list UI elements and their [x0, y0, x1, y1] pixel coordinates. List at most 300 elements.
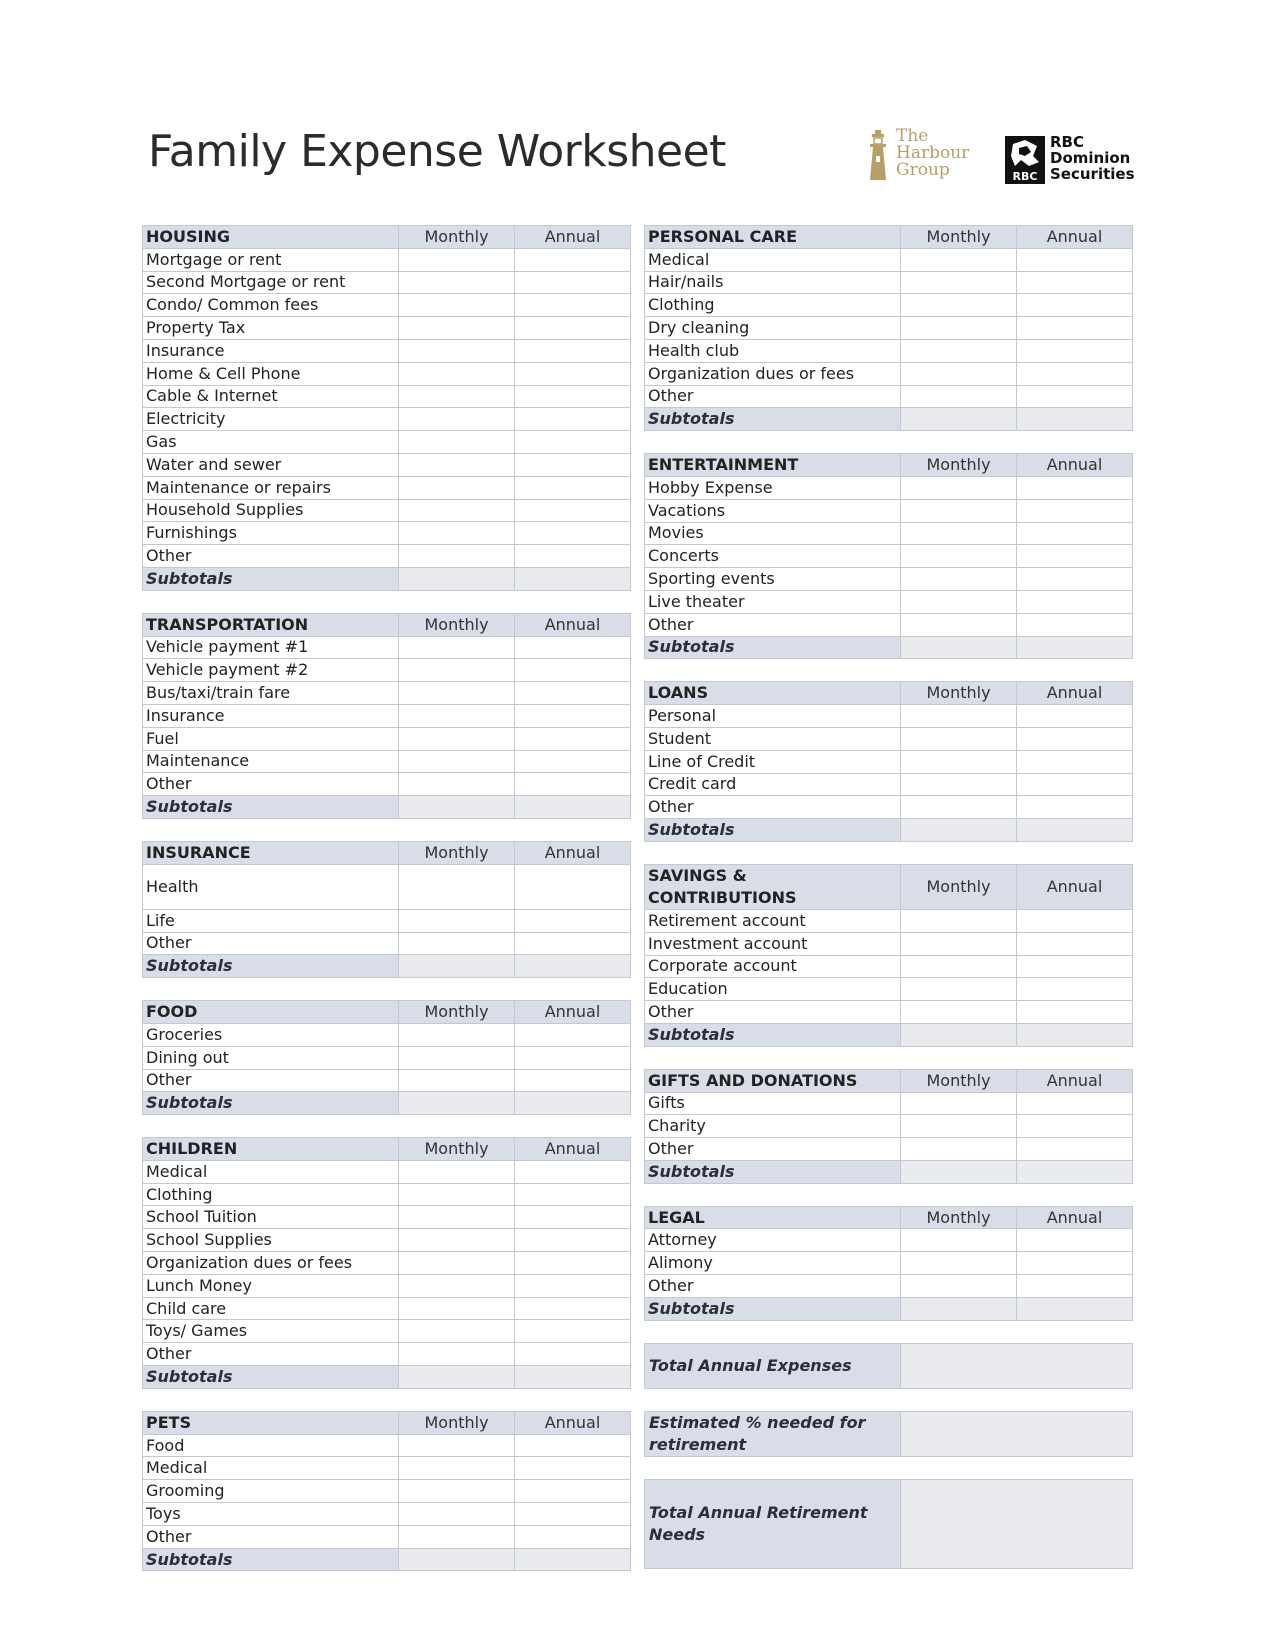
annual-cell[interactable]	[515, 317, 631, 340]
table-row	[645, 362, 1133, 385]
annual-subtotal[interactable]	[1017, 636, 1133, 659]
row-label: Mortgage or rent	[143, 248, 399, 271]
section-title: PERSONAL CARE	[645, 226, 901, 249]
monthly-cell[interactable]	[399, 1274, 515, 1297]
table-row	[143, 499, 631, 522]
annual-cell[interactable]	[515, 682, 631, 705]
monthly-header: Monthly	[399, 1001, 515, 1024]
row-label: Medical	[645, 248, 901, 271]
annual-cell[interactable]	[1017, 339, 1133, 362]
annual-cell[interactable]	[1017, 248, 1133, 271]
annual-cell[interactable]	[1017, 613, 1133, 636]
monthly-cell[interactable]	[399, 1206, 515, 1229]
table-row	[645, 1001, 1133, 1024]
monthly-cell[interactable]	[399, 453, 515, 476]
row-label: Condo/ Common fees	[143, 294, 399, 317]
row-label: Insurance	[143, 704, 399, 727]
annual-subtotal[interactable]	[1017, 408, 1133, 431]
monthly-subtotal[interactable]	[399, 1366, 515, 1389]
monthly-cell[interactable]	[399, 727, 515, 750]
annual-cell[interactable]	[515, 773, 631, 796]
table-row	[143, 362, 631, 385]
monthly-cell[interactable]	[399, 773, 515, 796]
subtotals-row	[645, 819, 1133, 842]
monthly-header: Monthly	[901, 1069, 1017, 1092]
table-row	[143, 773, 631, 796]
monthly-subtotal[interactable]	[399, 1092, 515, 1115]
monthly-subtotal[interactable]	[901, 408, 1017, 431]
table-row	[143, 682, 631, 705]
monthly-header: Monthly	[399, 1138, 515, 1161]
annual-subtotal[interactable]	[515, 567, 631, 590]
monthly-cell[interactable]	[901, 1001, 1017, 1024]
rbc-lion-icon	[1005, 136, 1045, 184]
table-row	[645, 271, 1133, 294]
annual-cell[interactable]	[515, 499, 631, 522]
annual-cell[interactable]	[515, 1046, 631, 1069]
annual-cell[interactable]	[515, 636, 631, 659]
monthly-cell[interactable]	[399, 909, 515, 932]
monthly-cell[interactable]	[399, 750, 515, 773]
row-label: Other	[645, 1001, 901, 1024]
annual-cell[interactable]	[515, 1206, 631, 1229]
table-row	[143, 431, 631, 454]
row-label: Health club	[645, 339, 901, 362]
row-label: Lunch Money	[143, 1274, 399, 1297]
monthly-cell[interactable]	[399, 339, 515, 362]
monthly-header: Monthly	[399, 841, 515, 864]
monthly-cell[interactable]	[901, 1092, 1017, 1115]
monthly-cell[interactable]	[901, 271, 1017, 294]
table-row	[645, 1115, 1133, 1138]
annual-cell[interactable]	[515, 453, 631, 476]
row-label: Household Supplies	[143, 499, 399, 522]
monthly-cell[interactable]	[399, 1343, 515, 1366]
row-label: Movies	[645, 522, 901, 545]
subtotals-label: Subtotals	[143, 796, 399, 819]
monthly-cell[interactable]	[901, 796, 1017, 819]
table-row	[143, 1503, 631, 1526]
row-label: Hobby Expense	[645, 476, 901, 499]
monthly-cell[interactable]	[399, 1046, 515, 1069]
annual-cell[interactable]	[515, 1297, 631, 1320]
table-row	[143, 408, 631, 431]
annual-cell[interactable]	[1017, 568, 1133, 591]
annual-cell[interactable]	[515, 1525, 631, 1548]
table-row	[645, 294, 1133, 317]
monthly-cell[interactable]	[901, 522, 1017, 545]
monthly-cell[interactable]	[399, 1457, 515, 1480]
monthly-cell[interactable]	[399, 1229, 515, 1252]
monthly-cell[interactable]	[399, 248, 515, 271]
subtotals-row	[143, 955, 631, 978]
monthly-cell[interactable]	[399, 932, 515, 955]
row-label: Toys/ Games	[143, 1320, 399, 1343]
row-label: Corporate account	[645, 955, 901, 978]
monthly-cell[interactable]	[901, 978, 1017, 1001]
total-retirement-needs-table	[644, 1479, 1133, 1569]
table-row	[645, 476, 1133, 499]
annual-header: Annual	[1017, 226, 1133, 249]
monthly-cell[interactable]	[399, 522, 515, 545]
annual-cell[interactable]	[515, 909, 631, 932]
table-row	[143, 294, 631, 317]
row-label: Other	[143, 1069, 399, 1092]
annual-cell[interactable]	[515, 1069, 631, 1092]
row-label: Other	[645, 613, 901, 636]
table-row	[143, 659, 631, 682]
row-label: Charity	[645, 1115, 901, 1138]
annual-cell[interactable]	[515, 1183, 631, 1206]
monthly-header: Monthly	[901, 682, 1017, 705]
monthly-subtotal[interactable]	[901, 1023, 1017, 1046]
table-row	[143, 1457, 631, 1480]
row-label: Other	[143, 932, 399, 955]
annual-cell[interactable]	[515, 1252, 631, 1275]
personal-care-table	[644, 225, 1133, 431]
annual-subtotal[interactable]	[1017, 819, 1133, 842]
table-row	[143, 339, 631, 362]
annual-cell[interactable]	[1017, 773, 1133, 796]
monthly-cell[interactable]	[901, 545, 1017, 568]
monthly-header: Monthly	[399, 613, 515, 636]
table-row	[143, 636, 631, 659]
annual-cell[interactable]	[515, 476, 631, 499]
annual-header: Annual	[515, 841, 631, 864]
annual-cell[interactable]	[1017, 1229, 1133, 1252]
monthly-cell[interactable]	[399, 1023, 515, 1046]
annual-cell[interactable]	[1017, 362, 1133, 385]
subtotals-row	[645, 408, 1133, 431]
annual-cell[interactable]	[1017, 796, 1133, 819]
annual-subtotal[interactable]	[1017, 1023, 1133, 1046]
annual-subtotal[interactable]	[1017, 1297, 1133, 1320]
subtotals-label: Subtotals	[143, 1092, 399, 1115]
monthly-subtotal[interactable]	[399, 796, 515, 819]
monthly-cell[interactable]	[901, 1115, 1017, 1138]
total-annual-expenses-value[interactable]	[901, 1343, 1133, 1388]
annual-cell[interactable]	[515, 1480, 631, 1503]
section-title: TRANSPORTATION	[143, 613, 399, 636]
row-label: Gifts	[645, 1092, 901, 1115]
annual-cell[interactable]	[515, 522, 631, 545]
monthly-cell[interactable]	[399, 864, 515, 909]
row-label: Food	[143, 1434, 399, 1457]
monthly-cell[interactable]	[399, 476, 515, 499]
monthly-subtotal[interactable]	[901, 819, 1017, 842]
monthly-cell[interactable]	[399, 1480, 515, 1503]
monthly-cell[interactable]	[901, 773, 1017, 796]
table-row	[645, 909, 1133, 932]
subtotals-row	[143, 1548, 631, 1571]
row-label: Concerts	[645, 545, 901, 568]
row-label: Bus/taxi/train fare	[143, 682, 399, 705]
annual-header: Annual	[1017, 454, 1133, 477]
annual-cell[interactable]	[515, 248, 631, 271]
section-title: FOOD	[143, 1001, 399, 1024]
row-label: Cable & Internet	[143, 385, 399, 408]
section-title: SAVINGS & CONTRIBUTIONS	[645, 864, 901, 909]
monthly-cell[interactable]	[901, 248, 1017, 271]
monthly-cell[interactable]	[901, 613, 1017, 636]
annual-cell[interactable]	[515, 431, 631, 454]
monthly-cell[interactable]	[901, 1229, 1017, 1252]
subtotals-label: Subtotals	[645, 636, 901, 659]
table-row	[143, 1274, 631, 1297]
annual-cell[interactable]	[515, 704, 631, 727]
annual-cell[interactable]	[515, 1023, 631, 1046]
monthly-cell[interactable]	[901, 590, 1017, 613]
annual-cell[interactable]	[515, 1503, 631, 1526]
annual-cell[interactable]	[515, 1229, 631, 1252]
annual-cell[interactable]	[1017, 1252, 1133, 1275]
monthly-cell[interactable]	[399, 1183, 515, 1206]
rbc-badge-text: RBC	[1012, 170, 1038, 183]
monthly-cell[interactable]	[399, 362, 515, 385]
annual-cell[interactable]	[1017, 705, 1133, 728]
table-row	[645, 796, 1133, 819]
monthly-cell[interactable]	[901, 385, 1017, 408]
subtotals-row	[645, 1297, 1133, 1320]
monthly-cell[interactable]	[399, 499, 515, 522]
harbour-logo-line: The	[896, 126, 929, 146]
monthly-cell[interactable]	[901, 1252, 1017, 1275]
savings-table	[644, 864, 1133, 1047]
monthly-cell[interactable]	[399, 682, 515, 705]
monthly-header: Monthly	[901, 864, 1017, 909]
row-label: Dining out	[143, 1046, 399, 1069]
children-table	[142, 1137, 631, 1389]
section-title: ENTERTAINMENT	[645, 454, 901, 477]
monthly-cell[interactable]	[399, 1252, 515, 1275]
monthly-cell[interactable]	[901, 1138, 1017, 1161]
table-row	[143, 864, 631, 909]
annual-cell[interactable]	[515, 408, 631, 431]
table-row	[645, 339, 1133, 362]
annual-cell[interactable]	[515, 727, 631, 750]
monthly-cell[interactable]	[399, 271, 515, 294]
monthly-cell[interactable]	[901, 705, 1017, 728]
annual-cell[interactable]	[1017, 909, 1133, 932]
subtotals-row	[143, 796, 631, 819]
monthly-cell[interactable]	[901, 1275, 1017, 1298]
annual-subtotal[interactable]	[515, 955, 631, 978]
row-label: Personal	[645, 705, 901, 728]
annual-cell[interactable]	[1017, 590, 1133, 613]
section-header	[143, 1001, 631, 1024]
annual-cell[interactable]	[1017, 955, 1133, 978]
row-label: Water and sewer	[143, 453, 399, 476]
monthly-cell[interactable]	[901, 317, 1017, 340]
row-label: Home & Cell Phone	[143, 362, 399, 385]
row-label: Alimony	[645, 1252, 901, 1275]
harbour-logo-line: Group	[896, 160, 950, 180]
monthly-cell[interactable]	[901, 499, 1017, 522]
annual-cell[interactable]	[1017, 932, 1133, 955]
annual-cell[interactable]	[1017, 1001, 1133, 1024]
annual-subtotal[interactable]	[515, 1548, 631, 1571]
annual-cell[interactable]	[1017, 499, 1133, 522]
annual-cell[interactable]	[515, 1343, 631, 1366]
annual-cell[interactable]	[515, 1160, 631, 1183]
monthly-subtotal[interactable]	[399, 955, 515, 978]
annual-cell[interactable]	[1017, 1115, 1133, 1138]
monthly-cell[interactable]	[399, 1320, 515, 1343]
annual-cell[interactable]	[1017, 317, 1133, 340]
monthly-cell[interactable]	[901, 568, 1017, 591]
monthly-cell[interactable]	[901, 727, 1017, 750]
subtotals-label: Subtotals	[645, 819, 901, 842]
annual-cell[interactable]	[515, 545, 631, 568]
row-label: Credit card	[645, 773, 901, 796]
table-row	[143, 1160, 631, 1183]
row-label: Gas	[143, 431, 399, 454]
rbc-logo-line: Securities	[1050, 165, 1135, 183]
rbc-logo-line: Dominion	[1050, 149, 1131, 167]
monthly-subtotal[interactable]	[901, 1297, 1017, 1320]
annual-cell[interactable]	[515, 864, 631, 909]
row-label: Maintenance or repairs	[143, 476, 399, 499]
row-label: Sporting events	[645, 568, 901, 591]
monthly-cell[interactable]	[399, 1069, 515, 1092]
table-row	[645, 499, 1133, 522]
row-label: Furnishings	[143, 522, 399, 545]
annual-cell[interactable]	[1017, 1138, 1133, 1161]
annual-cell[interactable]	[1017, 476, 1133, 499]
table-row	[645, 1252, 1133, 1275]
monthly-cell[interactable]	[901, 932, 1017, 955]
annual-cell[interactable]	[515, 1320, 631, 1343]
row-label: Vehicle payment #2	[143, 659, 399, 682]
harbour-group-logo	[866, 128, 976, 186]
monthly-cell[interactable]	[399, 1434, 515, 1457]
annual-cell[interactable]	[515, 294, 631, 317]
annual-cell[interactable]	[515, 1457, 631, 1480]
section-title: LOANS	[645, 682, 901, 705]
monthly-cell[interactable]	[399, 1297, 515, 1320]
row-label: Other	[143, 773, 399, 796]
monthly-subtotal[interactable]	[399, 1548, 515, 1571]
monthly-cell[interactable]	[399, 1503, 515, 1526]
monthly-cell[interactable]	[399, 659, 515, 682]
monthly-cell[interactable]	[399, 704, 515, 727]
annual-cell[interactable]	[515, 1274, 631, 1297]
monthly-header: Monthly	[901, 226, 1017, 249]
annual-cell[interactable]	[515, 362, 631, 385]
monthly-cell[interactable]	[399, 317, 515, 340]
annual-cell[interactable]	[1017, 385, 1133, 408]
monthly-subtotal[interactable]	[399, 567, 515, 590]
annual-cell[interactable]	[1017, 271, 1133, 294]
monthly-cell[interactable]	[901, 476, 1017, 499]
annual-cell[interactable]	[515, 659, 631, 682]
monthly-cell[interactable]	[399, 545, 515, 568]
annual-cell[interactable]	[515, 339, 631, 362]
table-row	[645, 932, 1133, 955]
section-header	[645, 454, 1133, 477]
annual-subtotal[interactable]	[515, 1092, 631, 1115]
monthly-cell[interactable]	[901, 750, 1017, 773]
annual-cell[interactable]	[1017, 522, 1133, 545]
section-header	[645, 1069, 1133, 1092]
table-row	[645, 522, 1133, 545]
monthly-cell[interactable]	[399, 294, 515, 317]
total-retirement-needs-value[interactable]	[901, 1479, 1133, 1568]
annual-cell[interactable]	[1017, 978, 1133, 1001]
section-header	[143, 841, 631, 864]
annual-cell[interactable]	[515, 750, 631, 773]
annual-subtotal[interactable]	[515, 1366, 631, 1389]
monthly-subtotal[interactable]	[901, 1160, 1017, 1183]
monthly-cell[interactable]	[901, 362, 1017, 385]
annual-cell[interactable]	[1017, 750, 1133, 773]
annual-cell[interactable]	[1017, 545, 1133, 568]
annual-cell[interactable]	[515, 1434, 631, 1457]
monthly-cell[interactable]	[399, 1525, 515, 1548]
table-row	[645, 727, 1133, 750]
monthly-cell[interactable]	[399, 636, 515, 659]
annual-cell[interactable]	[1017, 1092, 1133, 1115]
monthly-header: Monthly	[901, 1206, 1017, 1229]
monthly-subtotal[interactable]	[901, 636, 1017, 659]
row-label: Retirement account	[645, 909, 901, 932]
table-row	[143, 248, 631, 271]
annual-cell[interactable]	[515, 932, 631, 955]
annual-cell[interactable]	[1017, 727, 1133, 750]
annual-header: Annual	[1017, 1069, 1133, 1092]
row-label: Line of Credit	[645, 750, 901, 773]
row-label: Other	[645, 796, 901, 819]
annual-cell[interactable]	[515, 271, 631, 294]
table-row	[143, 727, 631, 750]
monthly-cell[interactable]	[399, 385, 515, 408]
monthly-cell[interactable]	[901, 339, 1017, 362]
estimated-pct-label: Estimated % needed for retirement	[645, 1411, 901, 1456]
annual-header: Annual	[515, 1138, 631, 1161]
section-header	[645, 1206, 1133, 1229]
total-annual-expenses-table	[644, 1343, 1133, 1389]
annual-header: Annual	[515, 613, 631, 636]
subtotals-row	[143, 567, 631, 590]
total-annual-expenses-label: Total Annual Expenses	[645, 1343, 901, 1388]
annual-subtotal[interactable]	[1017, 1160, 1133, 1183]
annual-cell[interactable]	[1017, 1275, 1133, 1298]
estimated-pct-value[interactable]	[901, 1411, 1133, 1456]
subtotals-row	[143, 1366, 631, 1389]
table-row	[143, 271, 631, 294]
section-header	[143, 613, 631, 636]
annual-cell[interactable]	[1017, 294, 1133, 317]
monthly-header: Monthly	[399, 1411, 515, 1434]
annual-subtotal[interactable]	[515, 796, 631, 819]
row-label: Investment account	[645, 932, 901, 955]
monthly-cell[interactable]	[399, 431, 515, 454]
monthly-cell[interactable]	[901, 909, 1017, 932]
monthly-cell[interactable]	[399, 1160, 515, 1183]
monthly-cell[interactable]	[901, 955, 1017, 978]
monthly-header: Monthly	[901, 454, 1017, 477]
section-title: GIFTS AND DONATIONS	[645, 1069, 901, 1092]
annual-cell[interactable]	[515, 385, 631, 408]
monthly-cell[interactable]	[399, 408, 515, 431]
table-row	[645, 773, 1133, 796]
row-label: Clothing	[645, 294, 901, 317]
row-label: Education	[645, 978, 901, 1001]
monthly-cell[interactable]	[901, 294, 1017, 317]
table-row	[645, 385, 1133, 408]
subtotals-label: Subtotals	[143, 1548, 399, 1571]
row-label: Child care	[143, 1297, 399, 1320]
